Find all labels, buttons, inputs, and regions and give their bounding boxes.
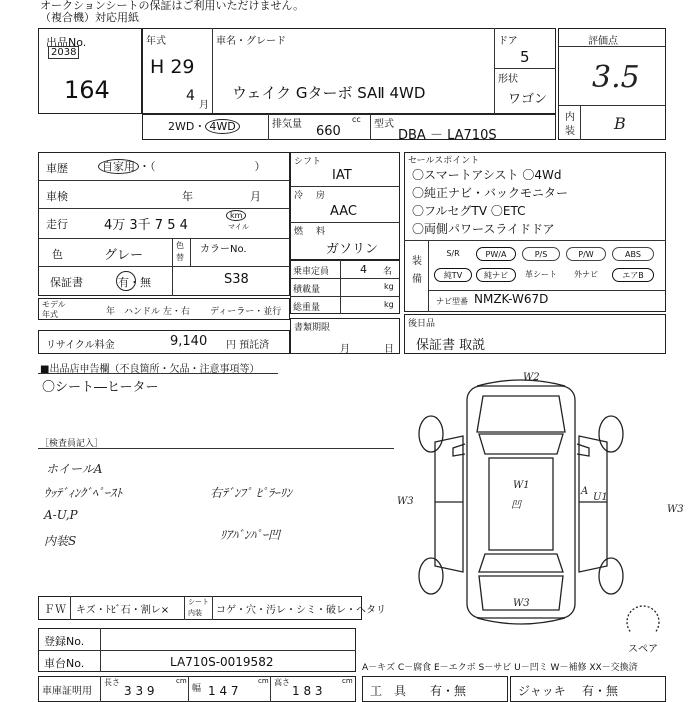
equip-pw: P/W	[566, 247, 606, 261]
subtitle: （複合機）対応用紙	[40, 11, 139, 24]
fw-label: ＦＷ	[44, 603, 66, 616]
mileage-label: 走行	[46, 218, 68, 231]
history-value: 自家用	[98, 159, 139, 174]
equipment-label-2: 備	[412, 274, 422, 285]
navi-model-label: ナビ型番	[436, 297, 468, 306]
displacement-unit: cc	[352, 115, 361, 124]
history-rest: ・（ ）	[139, 160, 266, 173]
navi-model-value: NMZK-W67D	[474, 292, 549, 306]
color-no-value: S38	[224, 272, 249, 287]
lot-number: 164	[64, 76, 110, 104]
length-label: 長さ	[104, 678, 120, 687]
diag-mark-w3-left: W3	[397, 496, 414, 507]
height-value: 1 8 3	[292, 684, 323, 698]
doors-value: 5	[520, 48, 530, 66]
recycle-label: リサイクル料金	[46, 340, 115, 351]
height-unit: cm	[342, 677, 353, 685]
aircon-label-1: 冷	[294, 191, 304, 201]
equip-tv: 純TV	[434, 268, 472, 282]
fuel-label-1: 燃	[294, 227, 304, 237]
load-label: 積載量	[293, 285, 321, 295]
inspection-year: 年	[182, 190, 193, 203]
inspector-note-6: ﾘｱﾊﾞﾝﾊﾟｰ凹	[220, 528, 281, 542]
model-name: ウェイク Gターボ SAⅡ 4WD	[232, 84, 426, 102]
equip-leather: 革シート	[525, 270, 557, 279]
shift-value: IAT	[332, 168, 352, 183]
mileage-unit-mile: マイル	[228, 223, 249, 231]
displacement-label: 排気量	[272, 119, 302, 130]
diag-mark-w3-rear: W3	[513, 598, 530, 609]
drive-options	[168, 118, 240, 134]
model-name-label: 車名・グレード	[216, 36, 286, 47]
drive-2wd: 2WD	[168, 120, 195, 133]
width-value: 1 4 7	[208, 684, 239, 698]
color-value: グレー	[104, 248, 144, 263]
inspection-label: 車検	[46, 190, 68, 203]
seat-label-1: シート	[188, 598, 209, 606]
shape-label: 形状	[498, 74, 518, 85]
diag-mark-a: A	[581, 486, 589, 497]
doors-label: ドア	[498, 36, 518, 47]
displacement-value: 660	[316, 124, 341, 139]
shift-label: シフト	[294, 157, 322, 167]
dimensions-label: 車庫証明用	[42, 686, 92, 697]
sales-point-3: 〇フルセグTV 〇ETC	[412, 204, 526, 218]
height-label: 高さ	[274, 678, 290, 687]
score-value: 3.5	[592, 60, 640, 95]
score-label: 評価点	[588, 36, 618, 47]
inspector-note-4: 内装S	[44, 534, 77, 548]
load-unit: kg	[384, 282, 394, 291]
spare-label: スペア	[628, 644, 658, 655]
interior-value: B	[614, 114, 626, 133]
model-year-year: 年	[106, 307, 116, 317]
reg-date-day: 日	[384, 344, 394, 355]
color-change-1: 色	[176, 241, 184, 250]
capacity-value: 4	[360, 263, 367, 276]
recycle-unit: 円 預託済	[226, 340, 270, 351]
reg-date-label: 書類期限	[294, 323, 331, 333]
width-unit: cm	[258, 677, 269, 685]
after-delivery-label: 後日品	[408, 319, 436, 329]
color-no-label: カラーNo.	[200, 244, 247, 255]
gross-unit: kg	[384, 300, 394, 309]
lot-stamp: 2038	[48, 46, 79, 59]
jack-label: ジャッキ	[518, 684, 566, 698]
warranty-label: 保証書	[50, 276, 83, 289]
registration-label: 登録No.	[44, 635, 85, 648]
lot-label: 出品No.	[46, 36, 87, 49]
type-value: DBA － LA710S	[398, 128, 497, 143]
drive-4wd: 4WD	[205, 119, 239, 134]
chassis-value: LA710S-0019582	[170, 655, 274, 669]
inspector-label: ［検査員記入］	[40, 439, 104, 449]
handle: ハンドル 左・右	[124, 307, 190, 317]
year-month-unit: 月	[199, 100, 209, 111]
year-month: 4	[186, 88, 195, 104]
gross-label: 総重量	[293, 303, 321, 313]
fuel-value: ガソリン	[326, 242, 379, 257]
aircon-value: AAC	[330, 204, 357, 219]
year-era: H 29	[150, 56, 195, 78]
equip-sr: S/R	[446, 249, 460, 258]
equip-ext-navi: 外ナビ	[574, 270, 598, 279]
diag-mark-dent: 凹	[511, 500, 521, 511]
diag-mark-w3-right: W3	[667, 504, 684, 515]
model-year-label-1: モデル	[42, 300, 66, 309]
length-unit: cm	[176, 677, 187, 685]
inspector-note-1: ホイールA	[46, 462, 103, 476]
model-year-label-2: 年式	[42, 310, 58, 319]
sales-points-label: セールスポイント	[408, 156, 480, 166]
interior-label-2: 装	[565, 126, 575, 137]
fw-value: キズ・ﾄﾋﾞ石・割レ×	[76, 605, 170, 616]
diag-mark-w1: W1	[513, 480, 530, 491]
interior-label-1: 内	[565, 112, 575, 123]
equip-airbag: エアB	[612, 268, 654, 282]
remarks-value: 〇シート―ヒーター	[42, 380, 159, 395]
equip-abs: ABS	[612, 247, 654, 261]
seat-value: コゲ・穴・汚レ・シミ・破レ・ヘタリ	[216, 605, 386, 616]
after-delivery-value: 保証書 取説	[416, 338, 486, 353]
shape-value: ワゴン	[508, 92, 548, 107]
inspector-note-3: A-U,P	[44, 508, 78, 522]
equipment-label-1: 装	[412, 256, 422, 267]
capacity-unit: 名	[383, 267, 393, 277]
aircon-label-2: 房	[316, 191, 326, 201]
width-label: 幅	[192, 684, 202, 694]
length-value: 3 3 9	[124, 684, 155, 698]
color-label: 色	[52, 248, 63, 261]
equip-ps: P/S	[522, 247, 560, 261]
history-label: 車歴	[46, 162, 68, 175]
equip-navi: 純ナビ	[476, 268, 516, 282]
recycle-value: 9,140	[170, 334, 208, 349]
reg-date-month: 月	[340, 344, 350, 355]
remarks-label: ■出品店申告欄（不良箇所・欠品・注意事項等）	[40, 364, 260, 375]
tools-value: 有・無	[430, 684, 467, 698]
capacity-label: 乗車定員	[293, 267, 330, 277]
chassis-label: 車台No.	[44, 657, 85, 670]
tools-label: 工 具	[370, 684, 407, 698]
sales-point-4: 〇両側パワースライドドア	[412, 222, 555, 236]
mileage-unit-km: km	[226, 210, 246, 221]
warranty-value: 有・無	[118, 276, 151, 289]
inspector-note-5: 右ﾃﾞﾝﾌﾟ ﾋﾟﾗｰﾘﾝ	[210, 486, 292, 500]
inspection-month: 月	[250, 190, 261, 203]
diag-mark-u1: U1	[593, 492, 608, 503]
fuel-label-2: 料	[316, 227, 326, 237]
year-label: 年式	[146, 36, 166, 47]
mileage-value: 4万 3千 7 5 4	[104, 218, 188, 233]
diag-mark-w2: W2	[523, 372, 540, 383]
equip-pwa: PW/A	[476, 247, 516, 261]
top-notice: オークションシートの保証はご利用いただけません。	[40, 0, 305, 12]
seat-label-2: 内装	[188, 609, 202, 617]
inspector-note-2: ｳｯﾃﾞｨﾝｸﾞﾍﾟｰｽﾄ	[44, 486, 123, 500]
jack-value: 有・無	[582, 684, 619, 698]
color-change-2: 替	[176, 253, 184, 262]
sales-point-2: 〇純正ナビ・バックモニター	[412, 186, 569, 200]
sales-point-1: 〇スマートアシスト 〇4Wd	[412, 168, 562, 182]
warranty-circle	[116, 271, 136, 291]
drive-separator: ・	[194, 120, 206, 133]
car-diagram	[395, 372, 695, 632]
dealer: ディーラー・並行	[210, 307, 282, 317]
damage-legend: A－キズ C－腐食 E－エクボ S－サビ U－凹ミ W－補修 XX－交換済	[362, 663, 638, 673]
history-field	[98, 158, 266, 174]
type-label: 型式	[374, 119, 394, 130]
